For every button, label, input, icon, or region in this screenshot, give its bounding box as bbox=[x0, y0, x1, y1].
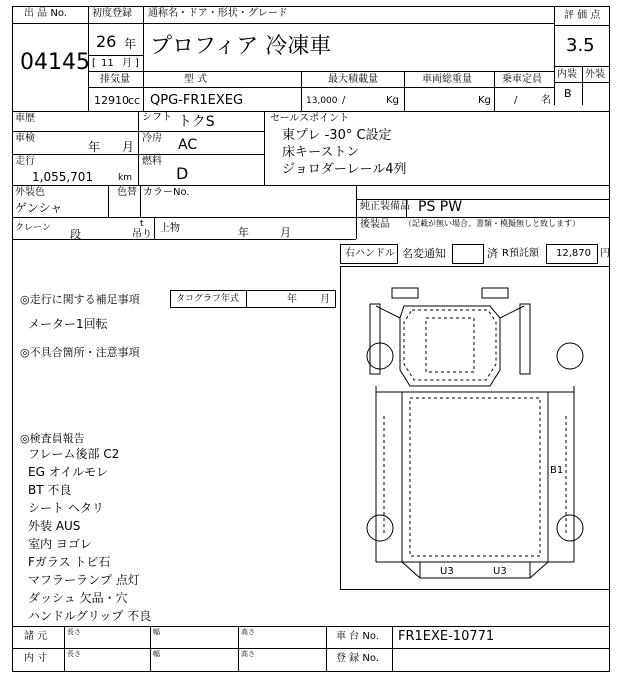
sales-point-1: 東プレ -30° C設定 bbox=[282, 128, 392, 143]
grid-line bbox=[12, 111, 610, 112]
rear-corners bbox=[402, 562, 548, 578]
reg-year: 26 bbox=[96, 32, 117, 51]
right-mirror bbox=[482, 288, 508, 298]
grid-line bbox=[392, 626, 393, 672]
inspector-item: ハンドルグリップ 不良 bbox=[28, 609, 152, 623]
crane-label: クレーン bbox=[15, 223, 51, 233]
grid-line bbox=[326, 626, 327, 672]
inspector-item: BT 不良 bbox=[28, 483, 72, 497]
sales-point-2: 床キーストン bbox=[282, 145, 360, 160]
grid-line bbox=[356, 185, 357, 239]
inspector-item: フレーム後部 C2 bbox=[28, 447, 120, 461]
displacement: 12910 bbox=[94, 94, 129, 107]
aftermarket-label: 後装品 bbox=[360, 219, 390, 230]
inner-rails bbox=[384, 416, 566, 536]
capacity-unit: 名 bbox=[541, 95, 551, 106]
dims-height-label: 高さ bbox=[241, 628, 255, 636]
inner-width-label: 幅 bbox=[153, 650, 160, 658]
grid-line bbox=[143, 71, 144, 111]
sales-point-label: セールスポイント bbox=[270, 113, 350, 124]
exterior-label: 外装 bbox=[585, 69, 605, 80]
shift: トクS bbox=[178, 114, 215, 130]
grid-line bbox=[582, 66, 583, 105]
tacho-label: タコグラフ年式 bbox=[176, 294, 240, 304]
frame-year-unit: 年 bbox=[238, 226, 249, 239]
frame-bottom bbox=[12, 671, 610, 672]
left-mirror bbox=[392, 288, 418, 298]
rear-right-wheel bbox=[557, 515, 583, 541]
interior-grade: B bbox=[564, 87, 572, 100]
grid-line bbox=[88, 71, 554, 72]
max-load-unit: Kg bbox=[386, 95, 399, 106]
first-reg-label: 初度登録 bbox=[92, 8, 132, 19]
truck-outline bbox=[340, 266, 610, 590]
inner-label: 内 寸 bbox=[24, 653, 48, 664]
crane-t-unit: t bbox=[140, 219, 144, 229]
reg-month-open: [ bbox=[92, 58, 96, 69]
grid-line bbox=[12, 239, 356, 240]
damage-u3-left: U3 bbox=[440, 566, 454, 577]
inspector-item: EG オイルモレ bbox=[28, 465, 109, 479]
cargo-body bbox=[402, 392, 548, 562]
inspector-label: ◎検査員報告 bbox=[20, 432, 85, 445]
reg-label: 登 録 No. bbox=[336, 653, 379, 664]
max-load-label: 最大積載量 bbox=[328, 74, 378, 85]
inner-height-label: 高さ bbox=[241, 650, 255, 658]
mileage-unit: km bbox=[118, 173, 132, 183]
color-number-label: カラーNo. bbox=[143, 187, 190, 198]
aftermarket-note: （記載が無い場合、書類・模擬無しと致します） bbox=[404, 219, 580, 228]
history-label: 車歴 bbox=[15, 113, 35, 124]
grid-line bbox=[150, 626, 151, 672]
dims-length-label: 長さ bbox=[67, 628, 81, 636]
capacity-slash: / bbox=[514, 95, 518, 106]
inspector-item: マフラーランプ 点灯 bbox=[28, 573, 140, 587]
grid-line bbox=[154, 217, 155, 239]
grid-line bbox=[554, 6, 555, 105]
dims-label: 諸 元 bbox=[24, 631, 48, 642]
color-no-label: 色替 bbox=[117, 187, 137, 198]
grid-line bbox=[64, 626, 65, 672]
displacement-unit: cc bbox=[128, 94, 141, 107]
name-change-box bbox=[452, 244, 484, 264]
frame-left bbox=[12, 6, 13, 672]
grid-line bbox=[143, 6, 144, 71]
max-load: 13,000 bbox=[306, 96, 338, 106]
reg-month-unit: 月 bbox=[122, 58, 132, 69]
supplement: メーター1回転 bbox=[28, 317, 108, 331]
exterior-color-label: 外装色 bbox=[15, 187, 45, 198]
crane-stage-unit: 段 bbox=[70, 228, 81, 241]
cab-roof bbox=[426, 318, 474, 372]
inspector-item: 外装 AUS bbox=[28, 519, 81, 533]
reg-month-close: ] bbox=[135, 58, 139, 69]
lot-no-label: 出 品 No. bbox=[24, 8, 67, 19]
grid-line bbox=[356, 199, 610, 200]
grid-line bbox=[88, 71, 89, 111]
grid-line bbox=[554, 25, 610, 26]
cargo-floor bbox=[410, 398, 540, 556]
displacement-label: 排気量 bbox=[100, 74, 130, 85]
vehicle-name: プロフィア 冷凍車 bbox=[150, 34, 332, 59]
grid-line bbox=[12, 131, 264, 132]
sales-point-3: ジョロダーレール4列 bbox=[282, 162, 407, 177]
left-step bbox=[370, 304, 380, 374]
yen-unit: 円 bbox=[600, 248, 610, 259]
inner-length-label: 長さ bbox=[67, 650, 81, 658]
inspector-item: Fガラス トビ石 bbox=[28, 555, 111, 569]
type: QPG-FR1EXEG bbox=[150, 93, 244, 108]
tacho-year-unit: 年 bbox=[287, 294, 297, 305]
rail-joins bbox=[376, 392, 574, 562]
grid-line bbox=[494, 71, 495, 111]
grid-line bbox=[138, 111, 139, 185]
rear-left-wheel bbox=[367, 515, 393, 541]
damage-u3-right: U3 bbox=[493, 566, 507, 577]
frame-top bbox=[12, 6, 610, 7]
frame-label: 上物 bbox=[160, 223, 180, 234]
genuine-equipment: PS PW bbox=[418, 199, 463, 215]
chassis-label: 車 台 No. bbox=[336, 631, 379, 642]
reg-year-unit: 年 bbox=[124, 37, 137, 51]
grid-line bbox=[88, 87, 554, 88]
inspector-item: ダッシュ 欠品・穴 bbox=[28, 591, 128, 605]
fuel-label: 燃料 bbox=[142, 156, 162, 167]
cooling: AC bbox=[178, 137, 198, 153]
rating: 3.5 bbox=[566, 35, 595, 56]
side-rails bbox=[376, 386, 574, 562]
interior-label: 内装 bbox=[557, 69, 577, 80]
inspection-year-unit: 年 bbox=[88, 140, 101, 154]
cooling-label: 冷房 bbox=[142, 133, 162, 144]
note-label: 済 bbox=[487, 247, 498, 260]
cab-inner bbox=[404, 310, 496, 380]
mileage: 1,055,701 bbox=[32, 170, 94, 184]
lot-no: 04145 bbox=[20, 50, 90, 75]
inspector-item: 室内 ヨゴレ bbox=[28, 537, 92, 551]
grid-line bbox=[12, 648, 610, 649]
max-load-slash: / bbox=[342, 95, 346, 106]
grid-line bbox=[301, 71, 302, 111]
type-label: 型 式 bbox=[184, 74, 208, 85]
cab-side-lines bbox=[376, 306, 524, 318]
right-handle: 右ハンドル bbox=[345, 248, 395, 259]
grid-line bbox=[12, 154, 264, 155]
supplement-label: ◎走行に関する補足事項 bbox=[20, 293, 140, 306]
gvw-label: 車両総重量 bbox=[422, 74, 472, 85]
frame-month-unit: 月 bbox=[280, 226, 291, 239]
grid-line bbox=[140, 185, 141, 217]
genuine-equipment-label: 純正装備品 bbox=[360, 201, 410, 212]
reg-month: 11 bbox=[101, 58, 114, 69]
exterior-color: ゲンシャ bbox=[15, 201, 63, 215]
tacho-month-unit: 月 bbox=[320, 294, 330, 305]
right-step bbox=[520, 304, 530, 374]
dims-width-label: 幅 bbox=[153, 628, 160, 636]
grid-line bbox=[12, 23, 554, 24]
grid-line bbox=[108, 185, 109, 217]
grid-line bbox=[264, 111, 265, 185]
grid-line bbox=[12, 185, 610, 186]
vehicle-damage-diagram bbox=[340, 266, 610, 590]
inspection-label: 車検 bbox=[15, 133, 35, 144]
inspection-month-unit: 月 bbox=[122, 140, 135, 154]
grid-line bbox=[246, 291, 247, 307]
inspector-item: シート ヘタリ bbox=[28, 501, 104, 515]
rear-bumper bbox=[420, 562, 530, 578]
fuel: D bbox=[176, 164, 189, 183]
mileage-label: 走行 bbox=[15, 156, 35, 167]
recycle-amount: 12,870 bbox=[556, 248, 591, 259]
front-right-wheel bbox=[557, 343, 583, 369]
grid-line bbox=[12, 217, 610, 218]
chassis-no: FR1EXE-10771 bbox=[398, 629, 495, 644]
name-change-label: 名変通知 bbox=[402, 247, 446, 260]
grid-line bbox=[12, 626, 610, 627]
gvw-unit: Kg bbox=[478, 95, 491, 106]
recycle-label: R預託額 bbox=[502, 248, 539, 259]
capacity-label: 乗車定員 bbox=[502, 74, 542, 85]
shift-label: シフト bbox=[142, 112, 172, 123]
damage-b1: B1 bbox=[550, 465, 564, 476]
model-name-label: 通称名・ドア・形状・グレード bbox=[148, 8, 288, 19]
grid-line bbox=[404, 71, 405, 111]
grid-line bbox=[88, 55, 143, 56]
defects-label: ◎不具合箇所・注意事項 bbox=[20, 346, 140, 359]
grid-line bbox=[238, 626, 239, 672]
rating-label: 評 価 点 bbox=[564, 10, 601, 21]
crane-hang-unit: 吊り bbox=[132, 229, 152, 240]
